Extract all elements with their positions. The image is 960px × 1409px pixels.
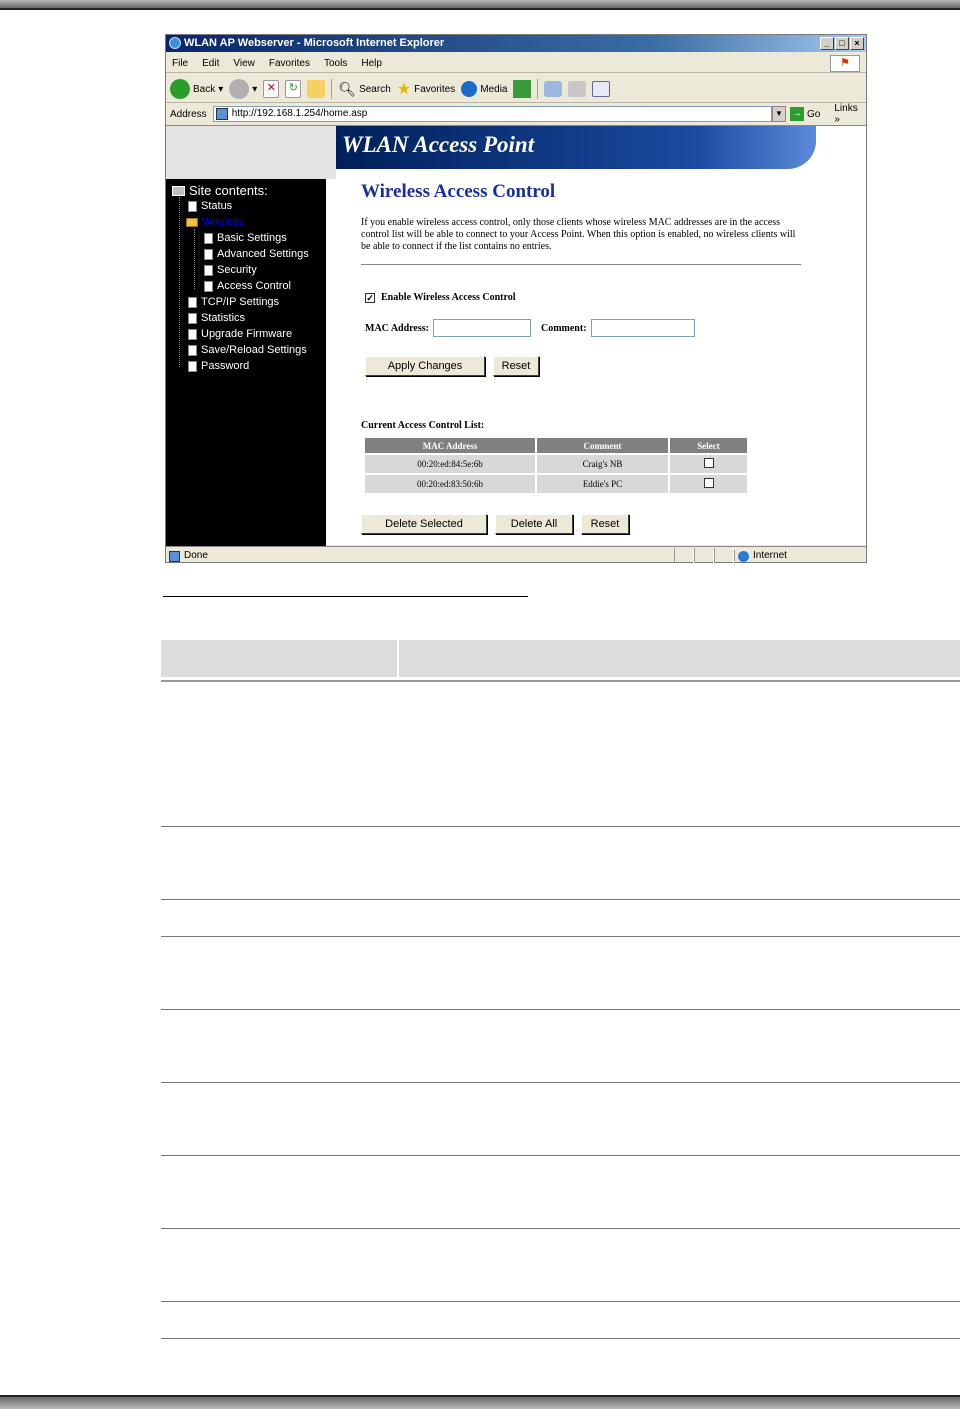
document-icon <box>188 361 197 372</box>
address-input[interactable] <box>213 106 772 122</box>
document-icon <box>204 265 213 276</box>
links-button[interactable]: Links » <box>834 103 858 125</box>
mac-cell: 00:20:ed:84:5e:6b <box>365 455 535 473</box>
address-label: Address <box>170 108 207 120</box>
document-icon <box>188 201 197 212</box>
sidebar-item-advanced-settings[interactable]: Advanced Settings <box>204 248 309 260</box>
document-icon <box>188 345 197 356</box>
reset-list-button[interactable]: Reset <box>581 514 629 534</box>
sidebar-item-wireless[interactable]: Wireless <box>186 216 244 228</box>
page-icon <box>216 108 228 120</box>
sidebar-item-statistics[interactable]: Statistics <box>188 312 245 324</box>
comment-label: Comment: <box>540 322 587 334</box>
document-table-header <box>161 640 960 677</box>
edit-icon[interactable] <box>592 81 610 97</box>
page-bottom-bar <box>0 1395 960 1409</box>
favorites-button[interactable]: ★ Favorites <box>396 81 456 98</box>
table-row <box>365 475 747 493</box>
menu-bar <box>166 54 866 73</box>
browser-window <box>165 34 867 563</box>
menu-help[interactable]: Help <box>361 57 382 69</box>
comment-cell: Eddie's PC <box>537 475 668 493</box>
page-done-icon <box>169 551 180 562</box>
document-icon <box>204 233 213 244</box>
security-zone: Internet <box>734 550 866 561</box>
close-icon[interactable]: × <box>850 37 864 50</box>
enable-access-control-checkbox[interactable]: ✓ <box>366 292 374 303</box>
sidebar-item-status[interactable]: Status <box>188 200 232 212</box>
table-rule <box>161 1155 960 1156</box>
sidebar-item-access-control[interactable]: Access Control <box>204 280 291 292</box>
banner-title: WLAN Access Point <box>342 132 535 157</box>
window-controls <box>820 37 864 50</box>
windows-flag-icon: ⚑ <box>830 55 860 72</box>
search-icon: 🔍︎ <box>338 80 357 97</box>
menu-edit[interactable]: Edit <box>202 57 220 69</box>
document-icon <box>188 297 197 308</box>
access-control-table <box>363 436 749 495</box>
sidebar-item-security[interactable]: Security <box>204 264 257 276</box>
address-bar <box>166 104 866 124</box>
search-button[interactable]: 🔍︎ Search <box>338 80 391 97</box>
url-text: http://192.168.1.254/home.asp <box>231 108 368 119</box>
sidebar-item-save-reload-settings[interactable]: Save/Reload Settings <box>188 344 307 356</box>
comment-input[interactable] <box>591 319 695 337</box>
page-content <box>166 125 866 545</box>
back-arrow-icon <box>170 79 190 99</box>
mail-icon[interactable] <box>544 81 562 97</box>
intro-text: If you enable wireless access control, only those clients whose wireless MAC addresses are in the access control list will be able to connect to your Access Point. When this option is enabled, no wireless clients will be able to connect if the list contains no entries. <box>361 217 796 252</box>
table-rule <box>161 826 960 827</box>
document-icon <box>188 313 197 324</box>
table-rule <box>161 1301 960 1302</box>
page-top-bar <box>0 0 960 10</box>
mac-address-input[interactable] <box>433 319 531 337</box>
title-bar <box>166 35 866 52</box>
col-mac-address: MAC Address <box>365 438 535 453</box>
menu-file[interactable]: File <box>172 57 189 69</box>
delete-all-button[interactable]: Delete All <box>495 514 573 534</box>
col-select: Select <box>670 438 747 453</box>
table-rule <box>161 1082 960 1083</box>
globe-icon <box>738 551 749 562</box>
apply-changes-button[interactable]: Apply Changes <box>365 356 485 376</box>
form-buttons <box>365 356 539 376</box>
banner <box>336 126 816 169</box>
table-rule <box>161 1009 960 1010</box>
sidebar-item-upgrade-firmware[interactable]: Upgrade Firmware <box>188 328 292 340</box>
table-rule <box>161 1338 960 1339</box>
caption-underline <box>163 596 528 597</box>
page-title: Wireless Access Control <box>361 181 556 202</box>
enable-label: Enable Wireless Access Control <box>381 292 516 303</box>
go-arrow-icon: → <box>792 108 802 119</box>
minimize-icon[interactable]: _ <box>820 37 834 50</box>
status-text: Done <box>166 550 674 561</box>
menu-favorites[interactable]: Favorites <box>268 57 310 69</box>
folder-open-icon <box>186 218 198 227</box>
forward-arrow-icon <box>229 79 249 99</box>
back-button[interactable]: Back ▾ <box>170 79 223 99</box>
star-icon: ★ <box>396 81 412 98</box>
computer-icon <box>172 186 185 196</box>
table-row <box>365 455 747 473</box>
table-rule <box>161 680 960 682</box>
mac-row <box>365 319 695 337</box>
window-title: WLAN AP Webserver - Microsoft Internet Explorer <box>184 37 445 49</box>
toolbar <box>166 76 866 103</box>
table-rule <box>161 1228 960 1229</box>
table-rule <box>161 936 960 937</box>
sidebar <box>166 179 326 546</box>
mac-cell: 00:20:ed:83:50:6b <box>365 475 535 493</box>
stop-icon[interactable]: ✕ <box>263 80 279 98</box>
media-button[interactable]: Media <box>461 81 507 97</box>
divider <box>361 264 801 265</box>
home-icon[interactable] <box>307 80 325 98</box>
media-icon <box>461 81 477 97</box>
select-checkbox[interactable] <box>704 478 714 488</box>
forward-button[interactable]: ▾ <box>229 79 257 99</box>
sidebar-root: Site contents: <box>172 183 268 198</box>
menu-tools[interactable]: Tools <box>323 57 348 69</box>
menu-view[interactable]: View <box>233 57 255 69</box>
ie-logo-icon <box>169 37 181 49</box>
enable-row <box>365 292 516 303</box>
print-icon[interactable] <box>568 81 586 97</box>
list-buttons <box>361 514 629 534</box>
document-icon <box>204 249 213 260</box>
history-icon[interactable] <box>513 80 531 98</box>
sidebar-item-basic-settings[interactable]: Basic Settings <box>204 232 287 244</box>
go-button[interactable]: → Go <box>792 108 821 120</box>
refresh-icon[interactable]: ↻ <box>285 80 301 98</box>
sidebar-item-tcpip-settings[interactable]: TCP/IP Settings <box>188 296 279 308</box>
document-icon <box>188 329 197 340</box>
mac-address-label: MAC Address: <box>365 322 429 334</box>
list-title: Current Access Control List: <box>361 420 485 431</box>
table-rule <box>161 899 960 900</box>
maximize-icon[interactable]: □ <box>835 37 849 50</box>
comment-cell: Craig's NB <box>537 455 668 473</box>
col-comment: Comment <box>537 438 668 453</box>
select-checkbox[interactable] <box>704 458 714 468</box>
reset-button[interactable]: Reset <box>493 356 539 376</box>
status-bar <box>166 546 866 563</box>
address-dropdown-icon[interactable]: ▼ <box>772 106 786 122</box>
document-icon <box>204 281 213 292</box>
sidebar-item-password[interactable]: Password <box>188 360 249 372</box>
delete-selected-button[interactable]: Delete Selected <box>361 514 487 534</box>
